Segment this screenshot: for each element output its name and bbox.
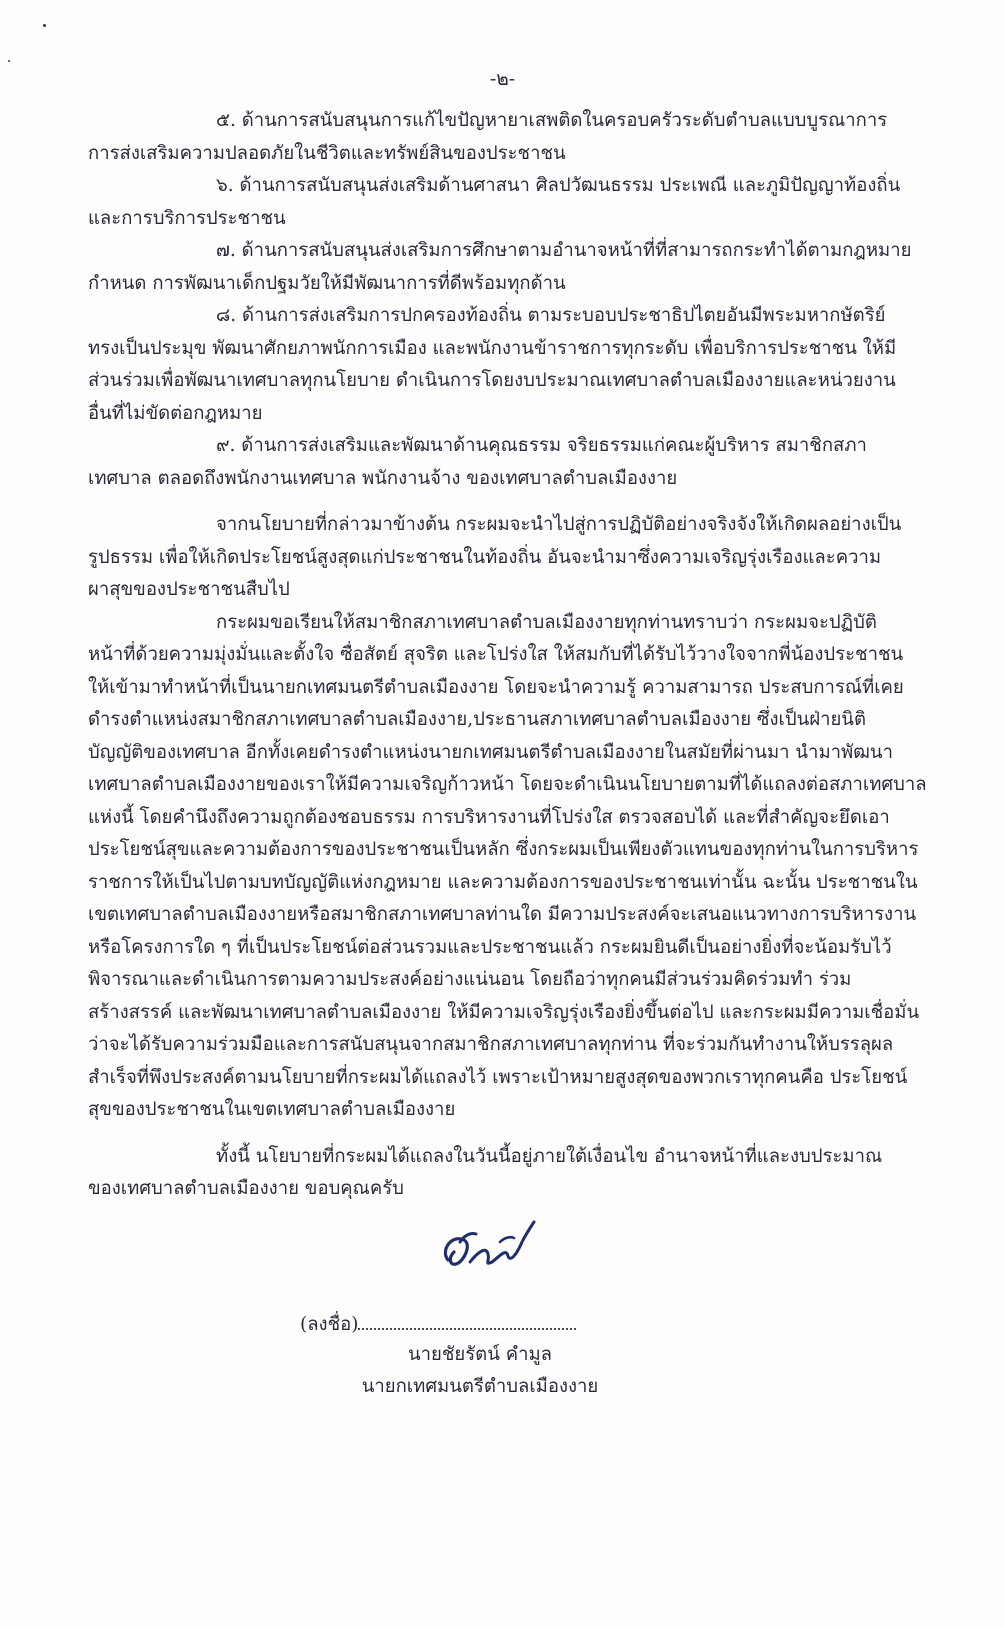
text-line: ทั้งนี้ นโยบายที่กระผมได้แถลงในวันนี้อยู่ภายใต้เงื่อนไข อำนาจหน้าที่และงบประมาณ [216, 1145, 883, 1167]
scan-speck [8, 60, 10, 62]
text-line: หรือโครงการใด ๆ ที่เป็นประโยชน์ต่อส่วนรวมและประชาชนแล้ว กระผมยินดีเป็นอย่างยิ่งที่จะน้อมรับไว้ [88, 936, 892, 958]
signature-dotted-line [358, 1314, 576, 1330]
text-line: การส่งเสริมความปลอดภัยในชีวิตและทรัพย์สินของประชาชน [88, 142, 566, 164]
text-line: ๖. ด้านการสนับสนุนส่งเสริมด้านศาสนา ศิลปวัฒนธรรม ประเพณี และภูมิปัญญาท้องถิ่น [216, 175, 901, 196]
text-line: เทศบาลตำบลเมืองงายของเราให้มีความเจริญก้าวหน้า โดยจะดำเนินนโยบายตามที่ได้แถลงต่อสภาเทศบาล [88, 774, 927, 795]
text-line: หน้าที่ด้วยความมุ่งมั่นและตั้งใจ ซื่อสัตย์ สุจริต และโปร่งใส ให้สมกับที่ได้รับไว้วางใจจากพี่น้องประชาชน [88, 644, 904, 665]
policy-item-6 [88, 170, 901, 235]
signature-line [300, 1310, 576, 1339]
text-line: ดำรงตำแหน่งสมาชิกสภาเทศบาลตำบลเมืองงาย,ประธานสภาเทศบาลตำบลเมืองงาย ซึ่งเป็นฝ่ายนิติ [88, 709, 866, 730]
text-line: และการบริการประชาชน [88, 207, 286, 229]
text-line: รูปธรรม เพื่อให้เกิดประโยชน์สูงสุดแก่ประชาชนในท้องถิ่น อันจะนำมาซึ่งความเจริญรุ่งเรืองและความ [88, 546, 882, 568]
text-line: สุขของประชาชนในเขตเทศบาลตำบลเมืองงาย [88, 1099, 456, 1120]
policy-item-7 [88, 235, 912, 300]
conclusion-paragraph [88, 509, 902, 607]
signatory-title: นายกเทศมนตรีตำบลเมืองงาย [361, 1376, 599, 1397]
text-line: กำหนด การพัฒนาเด็กปฐมวัยให้มีพัฒนาการที่ดีพร้อมทุกด้าน [88, 272, 566, 294]
text-line: ราชการให้เป็นไปตามบทบัญญัติแห่งกฎหมาย และความต้องการของประชาชนเท่านั้น ฉะนั้น ประชาชนใน [88, 871, 918, 893]
text-line: ผาสุขของประชาชนสืบไป [88, 579, 290, 600]
policy-item-8 [88, 300, 897, 430]
text-line: ว่าจะได้รับความร่วมมือและการสนับสนุนจากสมาชิกสภาเทศบาลทุกท่าน ที่จะร่วมกันทำงานให้บรรลุผล [88, 1034, 894, 1055]
text-line: ๕. ด้านการสนับสนุนการแก้ไขปัญหายาเสพติดในครอบครัวระดับตำบลแบบบูรณาการ [216, 110, 888, 131]
text-line: ทรงเป็นประมุข พัฒนาศักยภาพนักการเมือง และพนักงานข้าราชการทุกระดับ เพื่อบริการประชาชน ให้มี [88, 337, 897, 359]
document-body [88, 105, 927, 1206]
closing-paragraph [88, 1141, 883, 1206]
text-line: ๗. ด้านการสนับสนุนส่งเสริมการศึกษาตามอำนาจหน้าที่ที่สามารถกระทำได้ตามกฎหมาย [216, 240, 912, 261]
page-number: -๒- [489, 68, 516, 90]
signature-prefix: (ลงชื่อ) [300, 1314, 359, 1335]
text-line: สำเร็จที่พึงประสงค์ตามนโยบายที่กระผมได้แถลงไว้ เพราะเป้าหมายสูงสุดของพวกเราทุกคนคือ ประโยชน์ [88, 1066, 908, 1088]
text-line: พิจารณาและดำเนินการตามความประสงค์อย่างแน่นอน โดยถือว่าทุกคนมีส่วนร่วมคิดร่วมทำ ร่วม [88, 969, 852, 990]
policy-item-9 [88, 430, 868, 495]
text-line: ให้เข้ามาทำหน้าที่เป็นนายกเทศมนตรีตำบลเมืองงาย โดยจะนำความรู้ ความสามารถ ประสบการณ์ที่เคย [88, 676, 904, 698]
signatory-name: นายชัยรัตน์ คำมูล [407, 1344, 553, 1365]
commitment-paragraph [88, 607, 927, 1127]
scan-speck [43, 24, 46, 27]
text-line: เทศบาล ตลอดถึงพนักงานเทศบาล พนักงานจ้าง ของเทศบาลตำบลเมืองงาย [88, 467, 678, 489]
text-line: กระผมขอเรียนให้สมาชิกสภาเทศบาลตำบลเมืองงายทุกท่านทราบว่า กระผมจะปฏิบัติ [216, 611, 877, 633]
text-line: เขตเทศบาลตำบลเมืองงายหรือสมาชิกสภาเทศบาลท่านใด มีความประสงค์จะเสนอแนวทางการบริหารงาน [88, 904, 917, 925]
text-line: ๘. ด้านการส่งเสริมการปกครองท้องถิ่น ตามระบอบประชาธิปไตยอันมีพระมหากษัตริย์ [216, 305, 886, 326]
text-line: ส่วนร่วมเพื่อพัฒนาเทศบาลทุกนโยบาย ดำเนินการโดยงบประมาณเทศบาลตำบลเมืองงายและหน่วยงาน [88, 370, 896, 391]
policy-item-5 [88, 105, 888, 170]
text-line: แห่งนี้ โดยคำนึงถึงความถูกต้องชอบธรรม การบริหารงานที่โปร่งใส ตรวจสอบได้ และที่สำคัญจะยึดเอา [88, 806, 890, 828]
text-line: ของเทศบาลตำบลเมืองงาย ขอบคุณครับ [88, 1178, 404, 1199]
text-line: ๙. ด้านการส่งเสริมและพัฒนาด้านคุณธรรม จริยธรรมแก่คณะผู้บริหาร สมาชิกสภา [216, 435, 867, 456]
text-line: จากนโยบายที่กล่าวมาข้างต้น กระผมจะนำไปสู่การปฏิบัติอย่างจริงจังให้เกิดผลอย่างเป็น [216, 514, 902, 535]
handwritten-signature [430, 1212, 550, 1292]
text-line: ประโยชน์สุขและความต้องการของประชาชนเป็นหลัก ซึ่งกระผมเป็นเพียงตัวแทนของทุกท่านในการบริหาร [88, 839, 919, 860]
text-line: บัญญัติของเทศบาล อีกทั้งเคยดำรงตำแหน่งนายกเทศมนตรีตำบลเมืองงายในสมัยที่ผ่านมา นำมาพัฒนา [88, 741, 893, 763]
text-line: อื่นที่ไม่ขัดต่อกฎหมาย [88, 402, 263, 424]
text-line: สร้างสรรค์ และพัฒนาเทศบาลตำบลเมืองงาย ให้มีความเจริญรุ่งเรืองยิ่งขึ้นต่อไป และกระผมมีความเชื่อมั่น [88, 1001, 920, 1023]
